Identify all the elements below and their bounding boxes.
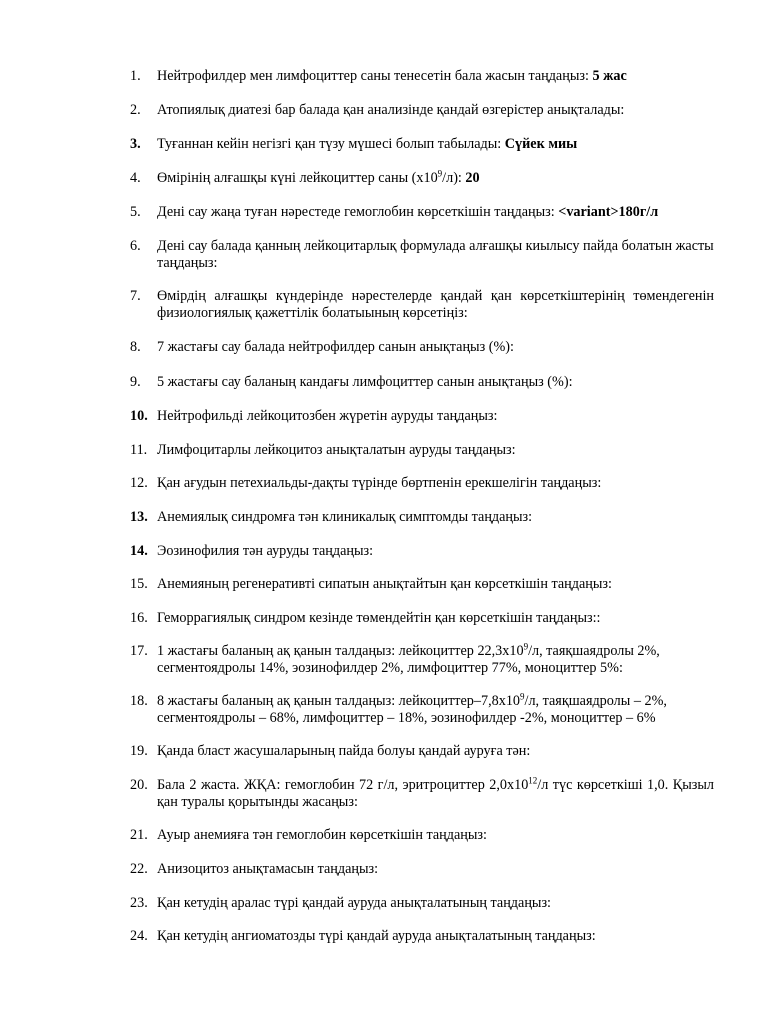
question-number: 24. — [130, 928, 148, 944]
question-text: Дені сау жаңа туған нәрестеде гемоглобин көрсеткішін таңдаңыз: <variant>180г/л — [157, 204, 659, 220]
question-7 — [130, 288, 714, 322]
question-text: 1 жастағы баланың ақ қанын талдаңыз: лейкоциттер $22,3х10^9/л$, таяқшаядролы 2%, сегментоядролы 14%, эозинофилдер 2%, лимфоциттер 77%, моноциттер 5%: — [157, 641, 660, 676]
question-number: 1. — [130, 68, 141, 84]
question-number: 22. — [130, 861, 148, 877]
question-17 — [130, 643, 714, 677]
question-1 — [130, 68, 714, 85]
question-15 — [130, 576, 714, 593]
question-number: 8. — [130, 339, 141, 355]
question-8 — [130, 339, 714, 356]
question-text: 8 жастағы баланың ақ қанын талдаңыз: лейкоциттер–$7,8х10^9/л$, таяқшаядролы – 2%, сегментоядролы – 68%, лимфоциттер – 18%, эозинофилдер -2%, моноциттер – 6% — [157, 691, 667, 726]
question-text: Қан ағудын петехиальды-дақты түрінде бөртпенін ерекшелігін таңдаңыз: — [157, 475, 602, 491]
question-number: 19. — [130, 743, 148, 759]
question-number: 11. — [130, 442, 148, 458]
question-text: Қан кетудің аралас түрі қандай ауруда анықталатының таңдаңыз: — [157, 895, 551, 911]
question-text: Дені сау балада қанның лейкоцитарлық формулада алғашқы киылысу пайда болатын жасты таңдаңыз: — [157, 238, 714, 271]
question-text: Анемияның регенеративті сипатын анықтайтын қан көрсеткішін таңдаңыз: — [157, 576, 612, 592]
question-20 — [130, 777, 714, 811]
question-14 — [130, 543, 714, 560]
question-text: Бала 2 жаста. ЖҚА: гемоглобин 72 г/л, эритроциттер $2,0х10^{12}/л$ түс көрсеткіші 1,0. Қызыл қан туралы қорытынды жасаңыз: — [157, 775, 714, 810]
question-13 — [130, 509, 714, 526]
question-12 — [130, 475, 714, 492]
question-23 — [130, 895, 714, 912]
question-number: 17. — [130, 643, 148, 659]
question-text: Өмірінің алғашқы күні лейкоциттер саны $(х10^9/л)$: 20 — [157, 168, 480, 186]
question-text: Анизоцитоз анықтамасын таңдаңыз: — [157, 861, 379, 877]
question-number: 9. — [130, 374, 141, 390]
question-number: 21. — [130, 827, 148, 843]
question-text: Лимфоцитарлы лейкоцитоз анықталатын ауруды таңдаңыз: — [157, 442, 516, 458]
question-number: 2. — [130, 102, 141, 118]
question-text: Нейтрофильді лейкоцитозбен жүретін ауруды таңдаңыз: — [157, 408, 498, 424]
answer-text: <variant>180г/л — [558, 204, 659, 220]
question-text: Нейтрофилдер мен лимфоциттер саны тенесетін бала жасын таңдаңыз: 5 жас — [157, 68, 627, 84]
question-text: 7 жастағы сау балада нейтрофилдер санын анықтаңыз (%): — [157, 339, 514, 355]
question-4 — [130, 170, 714, 187]
question-number: 4. — [130, 170, 141, 186]
answer-text: 5 жас — [592, 68, 627, 84]
question-number: 23. — [130, 895, 148, 911]
question-number: 20. — [130, 777, 148, 793]
question-text: 5 жастағы сау баланың кандағы лимфоциттер санын анықтаңыз (%): — [157, 374, 573, 390]
question-number: 7. — [130, 288, 141, 304]
question-number: 18. — [130, 693, 148, 709]
question-19 — [130, 743, 714, 760]
question-number: 10. — [130, 408, 148, 424]
question-number: 14. — [130, 543, 148, 559]
question-number: 6. — [130, 238, 141, 254]
question-21 — [130, 827, 714, 844]
question-22 — [130, 861, 714, 878]
question-text: Геморрагиялық синдром кезінде төмендейтін қан көрсеткішін таңдаңыз:: — [157, 610, 601, 626]
question-number: 12. — [130, 475, 148, 491]
question-2 — [130, 102, 714, 119]
question-text: Қанда бласт жасушаларының пайда болуы қандай ауруға тән: — [157, 743, 531, 759]
question-text: Өмірдің алғашқы күндерінде нәрестелерде қандай қан көрсеткіштерінің төмендегенін физиологиялық қажеттілік болатыының көрсетіңіз: — [157, 288, 714, 321]
question-6 — [130, 238, 714, 272]
question-number: 3. — [130, 136, 141, 152]
question-text: Эозинофилия тән ауруды таңдаңыз: — [157, 543, 374, 559]
question-number: 15. — [130, 576, 148, 592]
question-11 — [130, 442, 714, 459]
question-16 — [130, 610, 714, 627]
question-text: Ауыр анемияға тән гемоглобин көрсеткішін таңдаңыз: — [157, 827, 487, 843]
question-number: 5. — [130, 204, 141, 220]
question-number: 13. — [130, 509, 148, 525]
question-9 — [130, 374, 714, 391]
question-3 — [130, 136, 714, 153]
question-18 — [130, 693, 714, 727]
question-text: Атопиялық диатезі бар балада қан анализінде қандай өзгерістер анықталады: — [157, 102, 625, 118]
question-text: Туғаннан кейін негізгі қан түзу мүшесі болып табылады: Сүйек миы — [157, 136, 578, 152]
question-text: Анемиялық синдромға тән клиникалық симптомды таңдаңыз: — [157, 509, 533, 525]
question-text: Қан кетудің ангиоматозды түрі қандай ауруда анықталатының таңдаңыз: — [157, 928, 596, 944]
answer-text: Сүйек миы — [504, 136, 578, 152]
question-24 — [130, 928, 714, 945]
question-10 — [130, 408, 714, 425]
answer-text: 20 — [465, 170, 480, 186]
question-5 — [130, 204, 714, 221]
question-number: 16. — [130, 610, 148, 626]
